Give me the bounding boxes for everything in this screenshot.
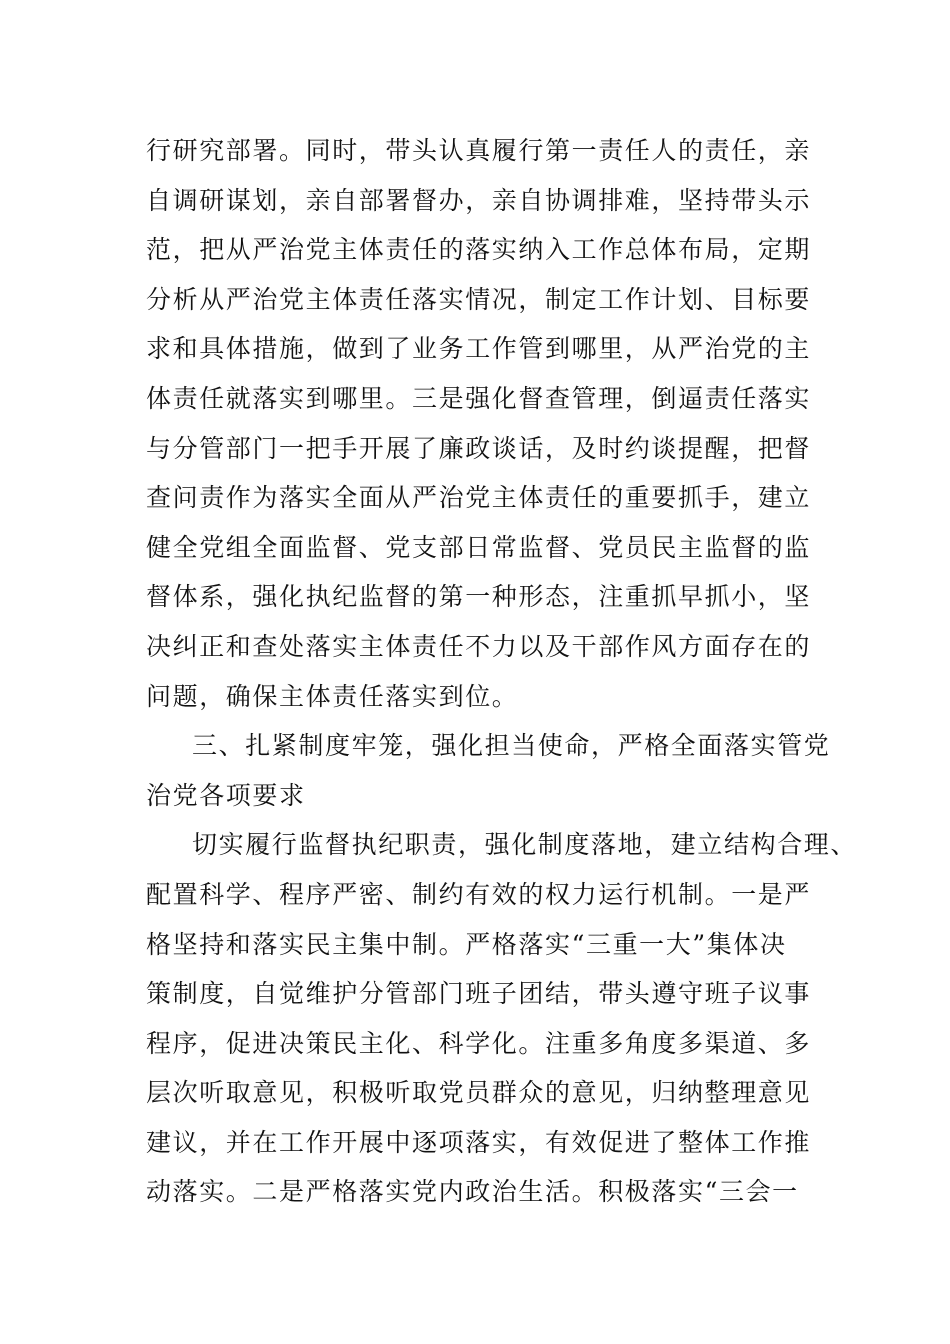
text-line: 程序，促进决策民主化、科学化。注重多角度多渠道、多 bbox=[146, 1028, 812, 1058]
text-line: 建议，并在工作开展中逐项落实，有效促进了整体工作推 bbox=[146, 1127, 812, 1157]
text-line: 动落实。二是严格落实党内政治生活。积极落实“三会一 bbox=[146, 1177, 799, 1207]
body-text bbox=[146, 126, 858, 1217]
text-line: 体责任就落实到哪里。三是强化督查管理，倒逼责任落实 bbox=[146, 383, 812, 413]
text-line: 格坚持和落实民主集中制。严格落实“三重一大”集体决 bbox=[146, 929, 787, 959]
text-line: 与分管部门一把手开展了廉政谈话，及时约谈提醒，把督 bbox=[146, 433, 812, 463]
text-line: 查问责作为落实全面从严治党主体责任的重要抓手，建立 bbox=[146, 483, 812, 513]
text-line: 行研究部署。同时，带头认真履行第一责任人的责任，亲 bbox=[146, 136, 812, 165]
text-line: 分析从严治党主体责任落实情况，制定工作计划、目标要 bbox=[146, 284, 812, 314]
text-line: 求和具体措施，做到了业务工作管到哪里，从严治党的主 bbox=[146, 334, 812, 364]
text-line: 决纠正和查处落实主体责任不力以及干部作风方面存在的 bbox=[146, 631, 812, 661]
text-line: 策制度，自觉维护分管部门班子团结，带头遵守班子议事 bbox=[146, 979, 812, 1009]
section-heading-line: 三、扎紧制度牢笼，强化担当使命，严格全面落实管党 bbox=[192, 731, 831, 761]
text-line: 层次听取意见，积极听取党员群众的意见，归纳整理意见 bbox=[146, 1078, 812, 1108]
text-line: 切实履行监督执纪职责，强化制度落地，建立结构合理、 bbox=[192, 830, 858, 860]
text-line: 健全党组全面监督、党支部日常监督、党员民主监督的监 bbox=[146, 532, 812, 562]
text-line: 问题，确保主体责任落实到位。 bbox=[146, 681, 519, 711]
text-line: 督体系，强化执纪监督的第一种形态，注重抓早抓小，坚 bbox=[146, 582, 812, 612]
section-heading-line: 治党各项要求 bbox=[146, 780, 306, 810]
text-line: 自调研谋划，亲自部署督办，亲自协调排难，坚持带头示 bbox=[146, 185, 812, 215]
text-line: 配置科学、程序严密、制约有效的权力运行机制。一是严 bbox=[146, 879, 812, 909]
text-line: 范，把从严治党主体责任的落实纳入工作总体布局，定期 bbox=[146, 235, 812, 265]
